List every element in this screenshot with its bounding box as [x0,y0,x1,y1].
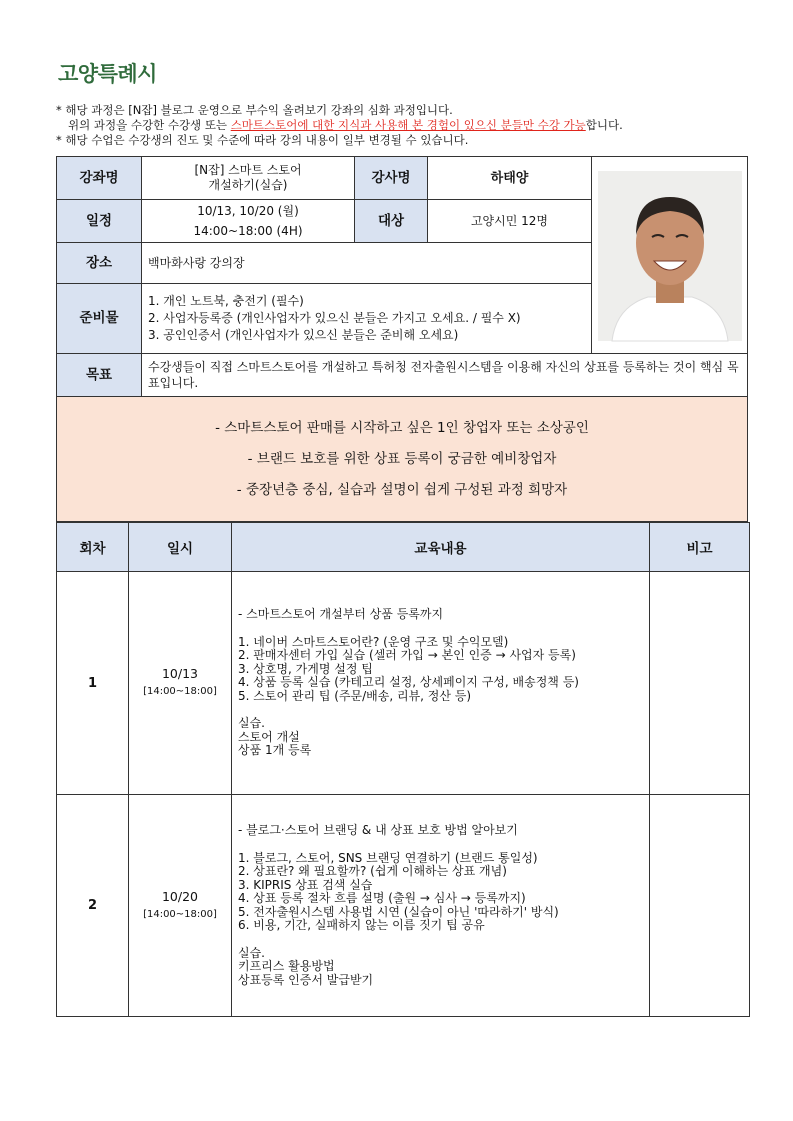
prep-label: 준비물 [57,284,142,354]
instructor-name: 하태양 [428,157,592,200]
session-item: 3. KIPRIS 상표 검색 실습 [238,877,373,892]
session-item: 6. 비용, 기간, 실패하지 않는 이름 짓기 팁 공유 [238,918,485,932]
session-date: 10/13 [161,666,199,681]
audience-item: - 스마트스토어 판매를 시작하고 싶은 1인 창업자 또는 소상공인 [215,419,589,436]
session-time: [14:00~18:00] [143,908,217,920]
session-practice: 키프리스 활용방법 [238,959,335,973]
instructor-photo [592,157,748,353]
target-value: 고양시민 12명 [428,200,592,243]
audience-item: - 브랜드 보호를 위한 상표 등록이 궁금한 예비창업자 [247,450,557,467]
session-practice: 실습. [238,945,265,960]
session-item: 4. 상표 등록 절차 흐름 설명 (출원 → 심사 → 등록까지) [238,891,526,905]
schedule-dates: 10/13, 10/20 (월) [197,204,299,218]
notice-line-2 [56,118,623,133]
session-practice: 상품 1개 등록 [238,743,312,758]
header-remarks: 비고 [650,523,750,572]
target-label: 대상 [355,200,428,243]
session-number: 2 [57,795,129,1017]
session-item: 5. 전자출원시스템 사용법 시연 (실습이 아닌 '따라하기' 방식) [238,904,559,919]
notice-block [56,103,623,148]
course-name-line-1: [N잡] 스마트 스토어 [194,163,302,177]
course-name [142,157,355,200]
session-content [232,795,650,1017]
session-item: 1. 블로그, 스토어, SNS 브랜딩 연결하기 (브랜드 통일성) [238,850,538,865]
session-item: 2. 판매자센터 가입 실습 (셀러 가입 → 본인 인증 → 사업자 등록) [238,648,576,663]
session-item: 3. 상호명, 가게명 설정 팁 [238,661,373,676]
notice-line-2-post: 합니다. [585,118,623,132]
place-value: 백마화사랑 강의장 [142,243,592,284]
session-content [232,572,650,795]
course-info-table [56,156,748,522]
session-heading: - 블로그·스토어 브랜딩 & 내 상표 보호 방법 알아보기 [238,823,518,837]
page-title: 고양특례시 [58,62,157,86]
notice-line-3: * 해당 수업은 수강생의 진도 및 수준에 따라 강의 내용이 일부 변경될 수 있습니다. [56,133,469,147]
session-time: [14:00~18:00] [143,686,217,697]
schedule-time: 14:00~18:00 (4H) [193,224,303,238]
session-remarks [650,795,750,1017]
session-item: 2. 상표란? 왜 필요할까? (쉽게 이해하는 상표 개념) [238,864,507,878]
target-audience-box [57,397,748,522]
prep-item: 2. 사업자등록증 (개인사업자가 있으신 분들은 가지고 오세요. / 필수 X) [148,311,521,325]
schedule-value [142,200,355,243]
session-date: 10/20 [161,888,199,904]
audience-item: - 중장년층 중심, 실습과 설명이 쉽게 구성된 과정 희망자 [236,481,568,498]
session-datetime [129,795,232,1017]
place-label: 장소 [57,243,142,284]
header-session: 회차 [57,523,129,572]
header-datetime: 일시 [129,523,232,572]
schedule-label: 일정 [57,200,142,243]
table-row [57,572,750,795]
prep-item: 1. 개인 노트북, 충전기 (필수) [148,294,304,308]
session-practice: 실습. [238,716,265,731]
header-content: 교육내용 [232,523,650,572]
instructor-label: 강사명 [355,157,428,200]
notice-line-1: * 해당 과정은 [N잡] 블로그 운영으로 부수익 올려보기 강좌의 심화 과정입니다. [56,103,453,117]
course-name-line-2: 개설하기(실습) [208,178,288,192]
session-number: 1 [57,572,129,795]
session-remarks [650,572,750,795]
prep-list [142,284,592,354]
course-label: 강좌명 [57,157,142,200]
session-practice: 스토어 개설 [238,729,300,744]
goal-value: 수강생들이 직접 스마트스토어를 개설하고 특허청 전자출원시스템을 이용해 자신의 상표를 등록하는 것이 핵심 목표입니다. [142,354,748,397]
session-practice: 상표등록 인증서 발급받기 [238,972,374,987]
session-datetime [129,572,232,795]
notice-line-2-highlight: 스마트스토어에 대한 지식과 사용해 본 경험이 있으신 분들만 수강 가능 [230,118,586,132]
table-row [57,795,750,1017]
session-heading: - 스마트스토어 개설부터 상품 등록까지 [238,607,444,622]
instructor-photo-cell [592,157,748,354]
prep-item: 3. 공인인증서 (개인사업자가 있으신 분들은 준비해 오세요) [148,328,459,342]
session-item: 4. 상품 등록 실습 (카테고리 설정, 상세페이지 구성, 배송정책 등) [238,675,579,690]
notice-line-2-pre: 위의 과정을 수강한 수강생 또는 [68,118,231,132]
goal-label: 목표 [57,354,142,397]
session-item: 1. 네이버 스마트스토어란? (운영 구조 및 수익모델) [238,634,509,649]
curriculum-table [56,522,750,1017]
session-item: 5. 스토어 관리 팁 (주문/배송, 리뷰, 정산 등) [238,688,472,703]
